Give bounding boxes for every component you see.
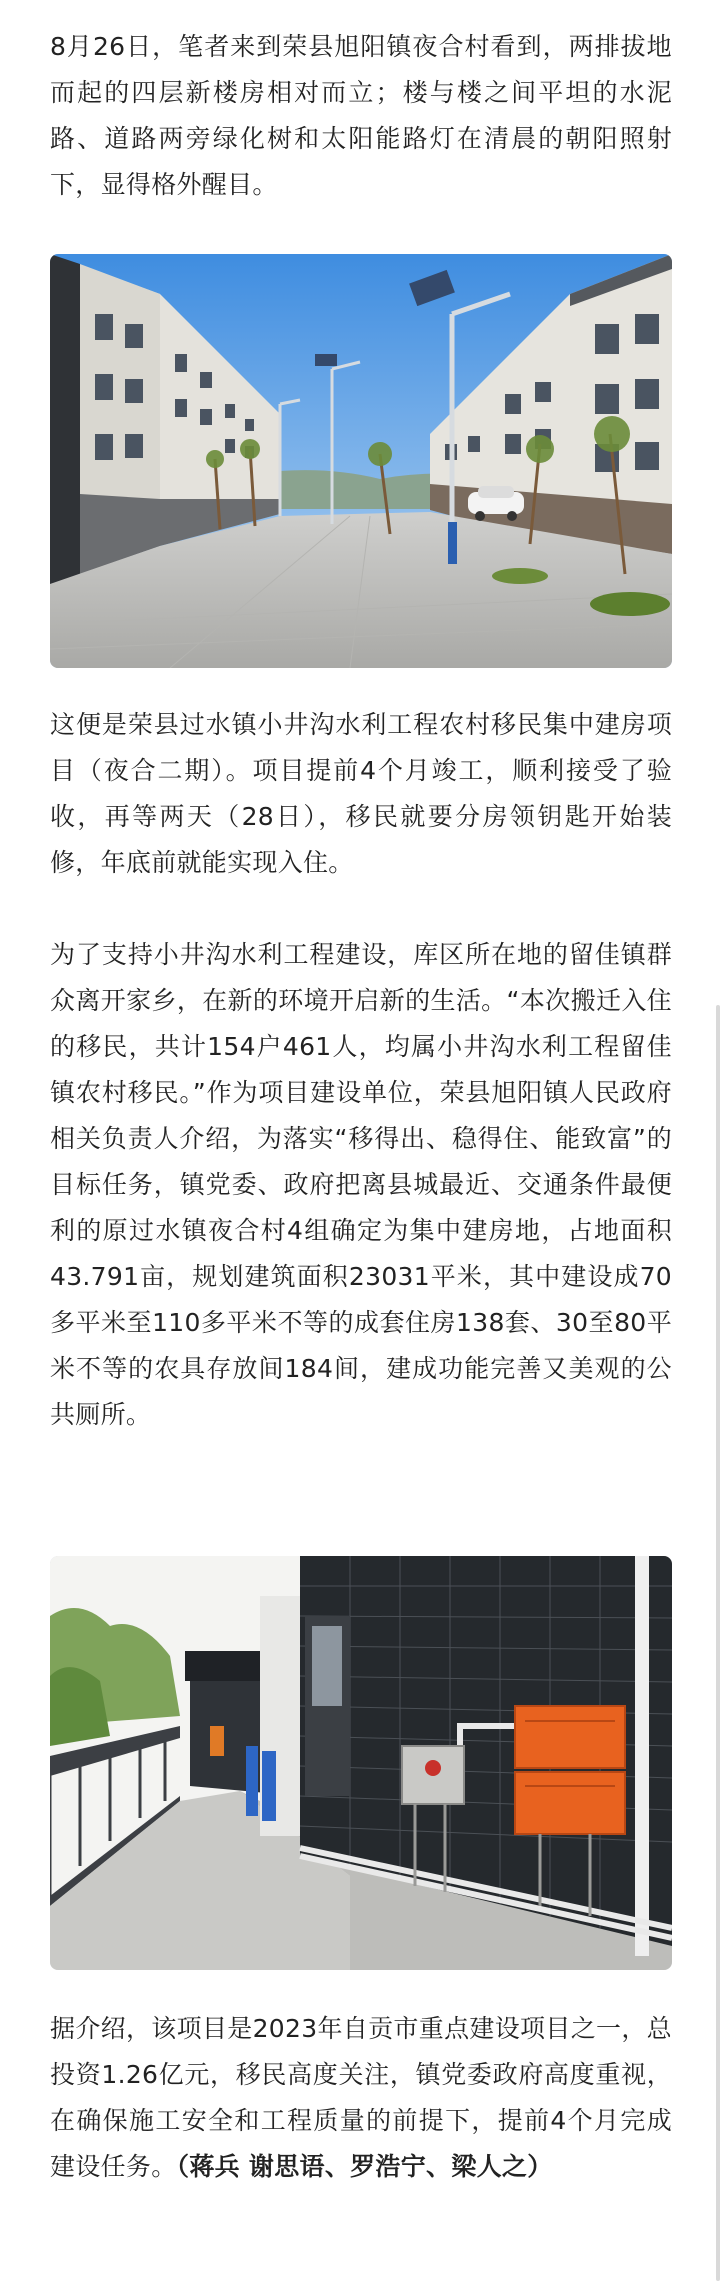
walkway-photo-illustration bbox=[50, 1556, 672, 1970]
author-credit: （蒋兵 谢思语、罗浩宁、梁人之） bbox=[176, 2152, 553, 2181]
paragraph-3: 为了支持小井沟水利工程建设，库区所在地的留佳镇群众离开家乡，在新的环境开启新的生活。“本次搬迁入住的移民，共计154户461人，均属小井沟水利工程留佳镇农村移民。”作为项目建设单位，荣县旭阳镇人民政府相关负责人介绍，为落实“移得出、稳得住、能致富”的目标任务，镇党委、政府把离县城最近、交通条件最便利的原过水镇夜合村4组确定为集中建房地，占地面积43.791亩，规划建筑面积23031平米，其中建设成70多平米至110多平米不等的成套住房138套、30至80平米不等的农具存放间184间，建成功能完善又美观的公共厕所。 bbox=[50, 940, 672, 1429]
paragraph-2: 这便是荣县过水镇小井沟水利工程农村移民集中建房项目（夜合二期）。项目提前4个月竣工，顺利接受了验收，再等两天（28日），移民就要分房领钥匙开始装修，年底前就能实现入住。 bbox=[50, 710, 672, 877]
paragraph-4 bbox=[50, 2006, 672, 2190]
photo-building-walkway[interactable] bbox=[50, 1556, 672, 1970]
scrollbar[interactable] bbox=[716, 1005, 720, 2281]
photo-street-new-buildings[interactable] bbox=[50, 254, 672, 668]
paragraph-1: 8月26日，笔者来到荣县旭阳镇夜合村看到，两排拔地而起的四层新楼房相对而立；楼与楼之间平坦的水泥路、道路两旁绿化树和太阳能路灯在清晨的朝阳照射下，显得格外醒目。 bbox=[50, 32, 672, 199]
street-photo-illustration bbox=[50, 254, 672, 668]
paragraph-4-text: 据介绍，该项目是2023年自贡市重点建设项目之一，总投资1.26亿元，移民高度关注，镇党委政府高度重视，在确保施工安全和工程质量的前提下，提前4个月完成建设任务。 bbox=[50, 2014, 672, 2181]
